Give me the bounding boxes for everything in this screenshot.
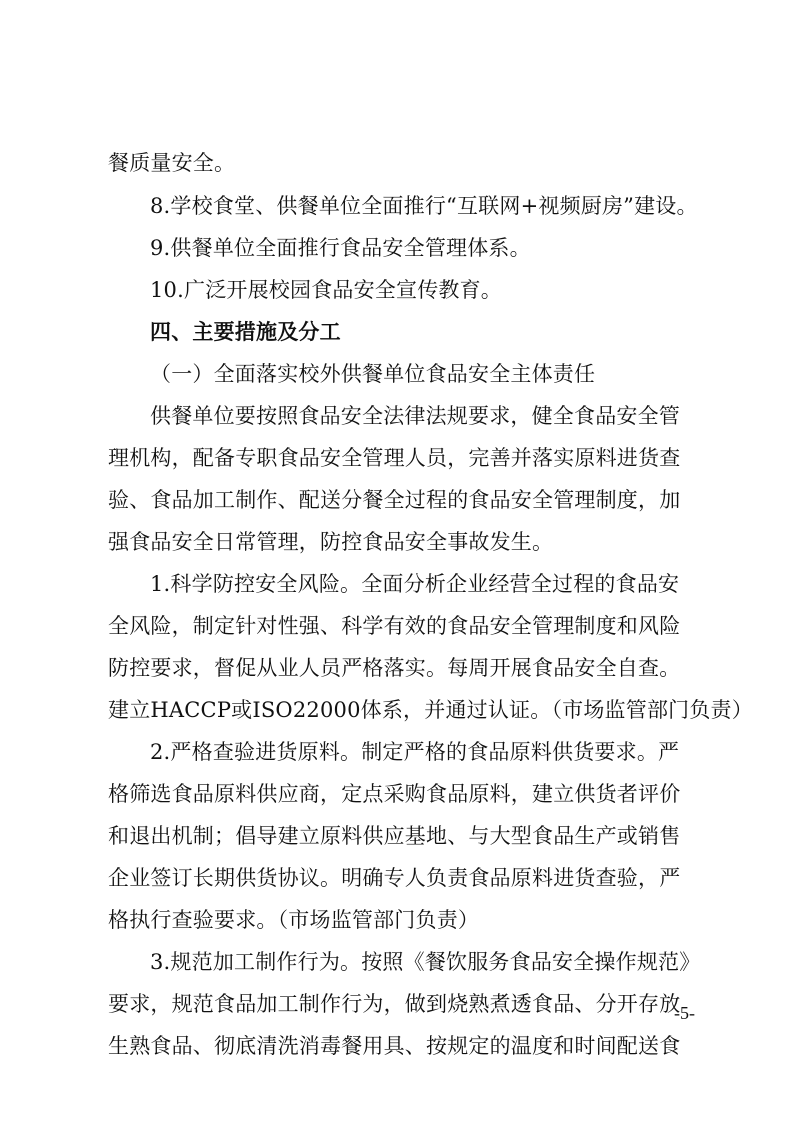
paragraph-line: 3.规范加工制作行为。按照《餐饮服务食品安全操作规范》 xyxy=(150,950,701,974)
paragraph-line: 企业签订长期供货协议。明确专人负责食品原料进货查验，严 xyxy=(108,866,681,890)
paragraph-line: 餐质量安全。 xyxy=(108,151,236,175)
paragraph-line: 验、食品加工制作、配送分餐全过程的食品安全管理制度，加 xyxy=(108,488,681,512)
section-heading: 四、主要措施及分工 xyxy=(150,320,341,344)
paragraph-line: 格执行查验要求。（市场监管部门负责） xyxy=(108,908,480,932)
paragraph-line: 1.科学防控安全风险。全面分析企业经营全过程的食品安 xyxy=(150,572,680,596)
paragraph-line: 生熟食品、彻底清洗消毒餐用具、按规定的温度和时间配送食 xyxy=(108,1034,681,1058)
paragraph-line: 理机构，配备专职食品安全管理人员，完善并落实原料进货查 xyxy=(108,446,681,470)
paragraph-line: 8.学校食堂、供餐单位全面推行“互联网+视频厨房”建设。 xyxy=(150,194,698,218)
subsection-heading: （一）全面落实校外供餐单位食品安全主体责任 xyxy=(150,362,596,386)
paragraph-line: 10.广泛开展校园食品安全宣传教育。 xyxy=(150,278,502,302)
paragraph-line: 强食品安全日常管理，防控食品安全事故发生。 xyxy=(108,530,554,554)
page-number: -5- xyxy=(674,1003,695,1023)
paragraph-line: 格筛选食品原料供应商，定点采购食品原料，建立供货者评价 xyxy=(108,782,681,806)
paragraph-line: 9.供餐单位全面推行食品安全管理体系。 xyxy=(150,236,531,260)
paragraph-line: 全风险，制定针对性强、科学有效的食品安全管理制度和风险 xyxy=(108,614,681,638)
paragraph-line: 防控要求，督促从业人员严格落实。每周开展食品安全自查。 xyxy=(108,656,681,680)
paragraph-line: 供餐单位要按照食品安全法律法规要求，健全食品安全管 xyxy=(150,404,680,428)
paragraph-line: 建立HACCP或ISO22000体系，并通过认证。（市场监管部门负责） xyxy=(108,698,753,722)
paragraph-line: 2.严格查验进货原料。制定严格的食品原料供货要求。严 xyxy=(150,740,680,764)
paragraph-line: 和退出机制；倡导建立原料供应基地、与大型食品生产或销售 xyxy=(108,824,681,848)
paragraph-line: 要求，规范食品加工制作行为，做到烧熟煮透食品、分开存放 xyxy=(108,992,681,1016)
